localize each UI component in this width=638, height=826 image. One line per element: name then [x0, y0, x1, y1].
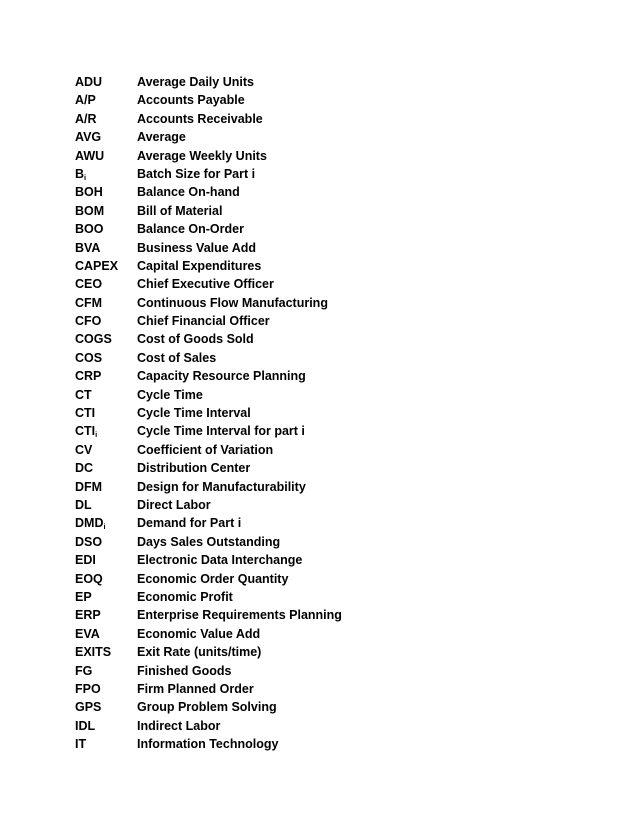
abbreviation-text: EOQ — [75, 571, 103, 586]
definition: Design for Manufacturability — [137, 479, 306, 494]
abbreviation — [75, 625, 100, 643]
definition: Demand for Part i — [137, 516, 242, 531]
abbreviation — [75, 570, 103, 588]
glossary-row — [75, 735, 575, 753]
abbreviation — [75, 367, 101, 385]
definition: Accounts Receivable — [137, 111, 263, 126]
definition: Cycle Time Interval — [137, 406, 251, 421]
definition: Average — [137, 130, 186, 145]
abbreviation-text: FPO — [75, 681, 101, 696]
abbreviation — [75, 533, 102, 551]
abbreviation — [75, 441, 92, 459]
glossary-row — [75, 110, 575, 128]
abbreviation — [75, 220, 103, 238]
abbreviation-text: CFM — [75, 295, 103, 310]
abbreviation-text: IDL — [75, 718, 96, 733]
abbreviation-text: BOO — [75, 222, 104, 237]
abbreviation-subscript: i — [103, 522, 106, 532]
abbreviation-text: AVG — [75, 130, 102, 145]
abbreviation — [75, 662, 92, 680]
definition: Days Sales Outstanding — [137, 534, 281, 549]
glossary-row — [75, 441, 575, 459]
glossary-row — [75, 165, 575, 183]
definition: Bill of Material — [137, 203, 223, 218]
glossary-row — [75, 183, 575, 201]
abbreviation-text: FG — [75, 663, 93, 678]
definition: Distribution Center — [137, 461, 251, 476]
abbreviation-text: CTI — [75, 406, 96, 421]
glossary-row — [75, 202, 575, 220]
glossary-row — [75, 588, 575, 606]
definition: Enterprise Requirements Planning — [137, 608, 342, 623]
abbreviation-text: COGS — [75, 332, 112, 347]
definition: Batch Size for Part i — [137, 166, 256, 181]
abbreviation-text: BVA — [75, 240, 101, 255]
abbreviation — [75, 165, 86, 183]
definition: Cycle Time Interval for part i — [137, 424, 305, 439]
glossary-row — [75, 680, 575, 698]
definition: Accounts Payable — [137, 93, 245, 108]
abbreviation — [75, 422, 97, 440]
definition: Cycle Time — [137, 387, 203, 402]
abbreviation-text: B — [75, 166, 85, 181]
abbreviation-text: COS — [75, 350, 103, 365]
definition: Cost of Goods Sold — [137, 332, 254, 347]
abbreviation — [75, 496, 92, 514]
abbreviation — [75, 183, 103, 201]
abbreviation — [75, 202, 104, 220]
abbreviation — [75, 349, 102, 367]
abbreviation-text: BOM — [75, 203, 105, 218]
abbreviation — [75, 735, 86, 753]
abbreviation-text: CT — [75, 387, 92, 402]
definition: Electronic Data Interchange — [137, 553, 303, 568]
definition: Average Daily Units — [137, 75, 254, 89]
glossary-row — [75, 717, 575, 735]
abbreviation — [75, 606, 101, 624]
definition: Chief Executive Officer — [137, 277, 274, 292]
glossary-row — [75, 386, 575, 404]
glossary-row — [75, 514, 575, 532]
abbreviation — [75, 312, 101, 330]
definition: Cost of Sales — [137, 350, 217, 365]
abbreviation-subscript: i — [95, 430, 98, 440]
abbreviation-text: A/R — [75, 111, 97, 126]
abbreviation-list — [75, 73, 575, 753]
abbreviation-text: CAPEX — [75, 258, 119, 273]
definition: Economic Profit — [137, 589, 233, 604]
abbreviation-text: CV — [75, 442, 93, 457]
abbreviation — [75, 643, 111, 661]
glossary-row — [75, 422, 575, 440]
definition: Firm Planned Order — [137, 681, 254, 696]
glossary-row — [75, 294, 575, 312]
definition: Capacity Resource Planning — [137, 369, 306, 384]
abbreviation-text: ADU — [75, 75, 103, 89]
glossary-row — [75, 698, 575, 716]
definition: Business Value Add — [137, 240, 257, 255]
abbreviation — [75, 275, 102, 293]
glossary-row — [75, 147, 575, 165]
definition: Economic Order Quantity — [137, 571, 289, 586]
abbreviation — [75, 459, 93, 477]
abbreviation-text: EP — [75, 589, 92, 604]
glossary-row — [75, 570, 575, 588]
abbreviation — [75, 128, 101, 146]
glossary-row — [75, 367, 575, 385]
abbreviation — [75, 478, 102, 496]
definition: Exit Rate (units/time) — [137, 645, 262, 660]
abbreviation-text: GPS — [75, 700, 102, 715]
glossary-row — [75, 220, 575, 238]
abbreviation — [75, 239, 100, 257]
abbreviation — [75, 386, 92, 404]
definition: Group Problem Solving — [137, 700, 277, 715]
glossary-row — [75, 239, 575, 257]
abbreviation-text: CTI — [75, 424, 96, 439]
definition: Economic Value Add — [137, 626, 261, 641]
abbreviation-text: IT — [75, 737, 87, 752]
abbreviation — [75, 330, 112, 348]
definition: Capital Expenditures — [137, 258, 262, 273]
glossary-row — [75, 312, 575, 330]
abbreviation — [75, 73, 102, 91]
abbreviation-text: AWU — [75, 148, 105, 163]
glossary-row — [75, 478, 575, 496]
definition: Balance On-Order — [137, 222, 244, 237]
abbreviation-text: CRP — [75, 369, 102, 384]
glossary-row — [75, 275, 575, 293]
abbreviation — [75, 110, 97, 128]
abbreviation-text: DC — [75, 461, 94, 476]
abbreviation-text: EVA — [75, 626, 100, 641]
glossary-row — [75, 459, 575, 477]
abbreviation-text: DL — [75, 497, 92, 512]
abbreviation-text: BOH — [75, 185, 103, 200]
abbreviation — [75, 257, 118, 275]
abbreviation-text: A/P — [75, 93, 96, 108]
abbreviation — [75, 680, 101, 698]
abbreviation — [75, 404, 95, 422]
definition: Information Technology — [137, 737, 279, 752]
glossary-row — [75, 606, 575, 624]
glossary-row — [75, 257, 575, 275]
definition: Finished Goods — [137, 663, 232, 678]
glossary-row — [75, 330, 575, 348]
glossary-row — [75, 533, 575, 551]
abbreviation — [75, 588, 92, 606]
abbreviation-subscript: i — [84, 172, 87, 182]
abbreviation-text: ERP — [75, 608, 101, 623]
glossary-row — [75, 496, 575, 514]
abbreviation — [75, 294, 102, 312]
abbreviation — [75, 147, 104, 165]
glossary-row — [75, 551, 575, 569]
glossary-row — [75, 349, 575, 367]
abbreviation — [75, 698, 101, 716]
abbreviation — [75, 551, 96, 569]
glossary-row — [75, 662, 575, 680]
glossary-row — [75, 643, 575, 661]
definition: Average Weekly Units — [137, 148, 267, 163]
abbreviation — [75, 514, 106, 532]
glossary-row — [75, 625, 575, 643]
abbreviation-text: CFO — [75, 314, 102, 329]
definition: Balance On-hand — [137, 185, 240, 200]
glossary-row — [75, 128, 575, 146]
definition: Chief Financial Officer — [137, 314, 270, 329]
glossary-row — [75, 73, 575, 91]
definition: Continuous Flow Manufacturing — [137, 295, 328, 310]
abbreviation — [75, 717, 95, 735]
definition: Coefficient of Variation — [137, 442, 274, 457]
abbreviation — [75, 91, 96, 109]
glossary-row — [75, 91, 575, 109]
abbreviation-text: EXITS — [75, 645, 112, 660]
definition: Direct Labor — [137, 497, 211, 512]
abbreviation-text: DMD — [75, 516, 104, 531]
definition: Indirect Labor — [137, 718, 221, 733]
abbreviation-text: CEO — [75, 277, 103, 292]
abbreviation-text: EDI — [75, 553, 96, 568]
abbreviation-text: DSO — [75, 534, 103, 549]
abbreviation-text: DFM — [75, 479, 103, 494]
glossary-row — [75, 404, 575, 422]
